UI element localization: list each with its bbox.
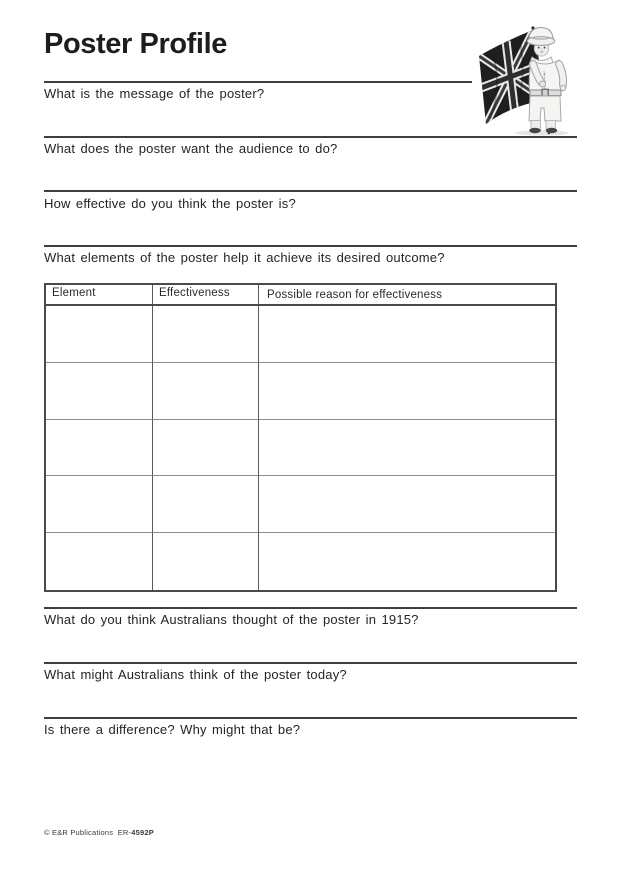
- shoe: [529, 128, 541, 133]
- product-code-prefix: ER-: [117, 828, 132, 837]
- boy-figure: [527, 28, 566, 134]
- answer-line: [44, 136, 577, 138]
- table-cell: [259, 363, 555, 420]
- column-header-element: Element: [46, 285, 153, 304]
- footer-credit: [44, 828, 154, 837]
- answer-line: [44, 245, 577, 247]
- eye: [544, 47, 546, 49]
- table-cell: [46, 420, 153, 477]
- shoe: [546, 128, 558, 133]
- table-cell: [259, 476, 555, 533]
- answer-line: [44, 607, 577, 609]
- elements-table-header: [46, 285, 555, 306]
- table-cell: [153, 363, 259, 420]
- belt-buckle: [542, 89, 548, 96]
- question-opinion-today: What might Australians think of the poster today?: [44, 667, 347, 682]
- answer-line: [44, 190, 577, 192]
- table-cell: [153, 306, 259, 363]
- trousers: [529, 96, 561, 121]
- sock: [531, 121, 541, 130]
- ground-shadow: [515, 130, 569, 135]
- table-cell: [259, 533, 555, 590]
- table-cell: [153, 420, 259, 477]
- question-audience-action: What does the poster want the audience to do?: [44, 141, 338, 156]
- sock: [546, 121, 556, 130]
- column-header-effectiveness: Effectiveness: [153, 285, 259, 304]
- table-cell: [259, 420, 555, 477]
- publisher-text: © E&R Publications: [44, 828, 114, 837]
- table-cell: [153, 533, 259, 590]
- table-cell: [46, 306, 153, 363]
- boy-with-flag-illustration: [472, 24, 587, 136]
- question-difference: Is there a difference? Why might that be?: [44, 722, 301, 737]
- eye: [538, 47, 540, 49]
- jacket-button: [544, 73, 546, 75]
- elements-table: [44, 283, 557, 592]
- page-title: Poster Profile: [44, 28, 227, 60]
- question-poster-elements: What elements of the poster help it achieve its desired outcome?: [44, 250, 445, 265]
- mouth: [541, 52, 544, 53]
- table-cell: [46, 533, 153, 590]
- boy-with-flag-svg: [472, 24, 587, 136]
- answer-line: [44, 662, 577, 664]
- question-poster-effectiveness: How effective do you think the poster is?: [44, 196, 296, 211]
- table-cell: [153, 476, 259, 533]
- table-cell: [259, 306, 555, 363]
- table-cell: [46, 363, 153, 420]
- right-hand: [540, 81, 546, 87]
- column-header-reason: Possible reason for effectiveness: [267, 289, 443, 301]
- answer-line: [44, 717, 577, 719]
- question-opinion-1915: What do you think Australians thought of the poster in 1915?: [44, 612, 419, 627]
- table-cell: [46, 476, 153, 533]
- product-code: 4592P: [131, 828, 154, 837]
- question-poster-message: What is the message of the poster?: [44, 86, 265, 101]
- elements-table-body: [46, 306, 555, 590]
